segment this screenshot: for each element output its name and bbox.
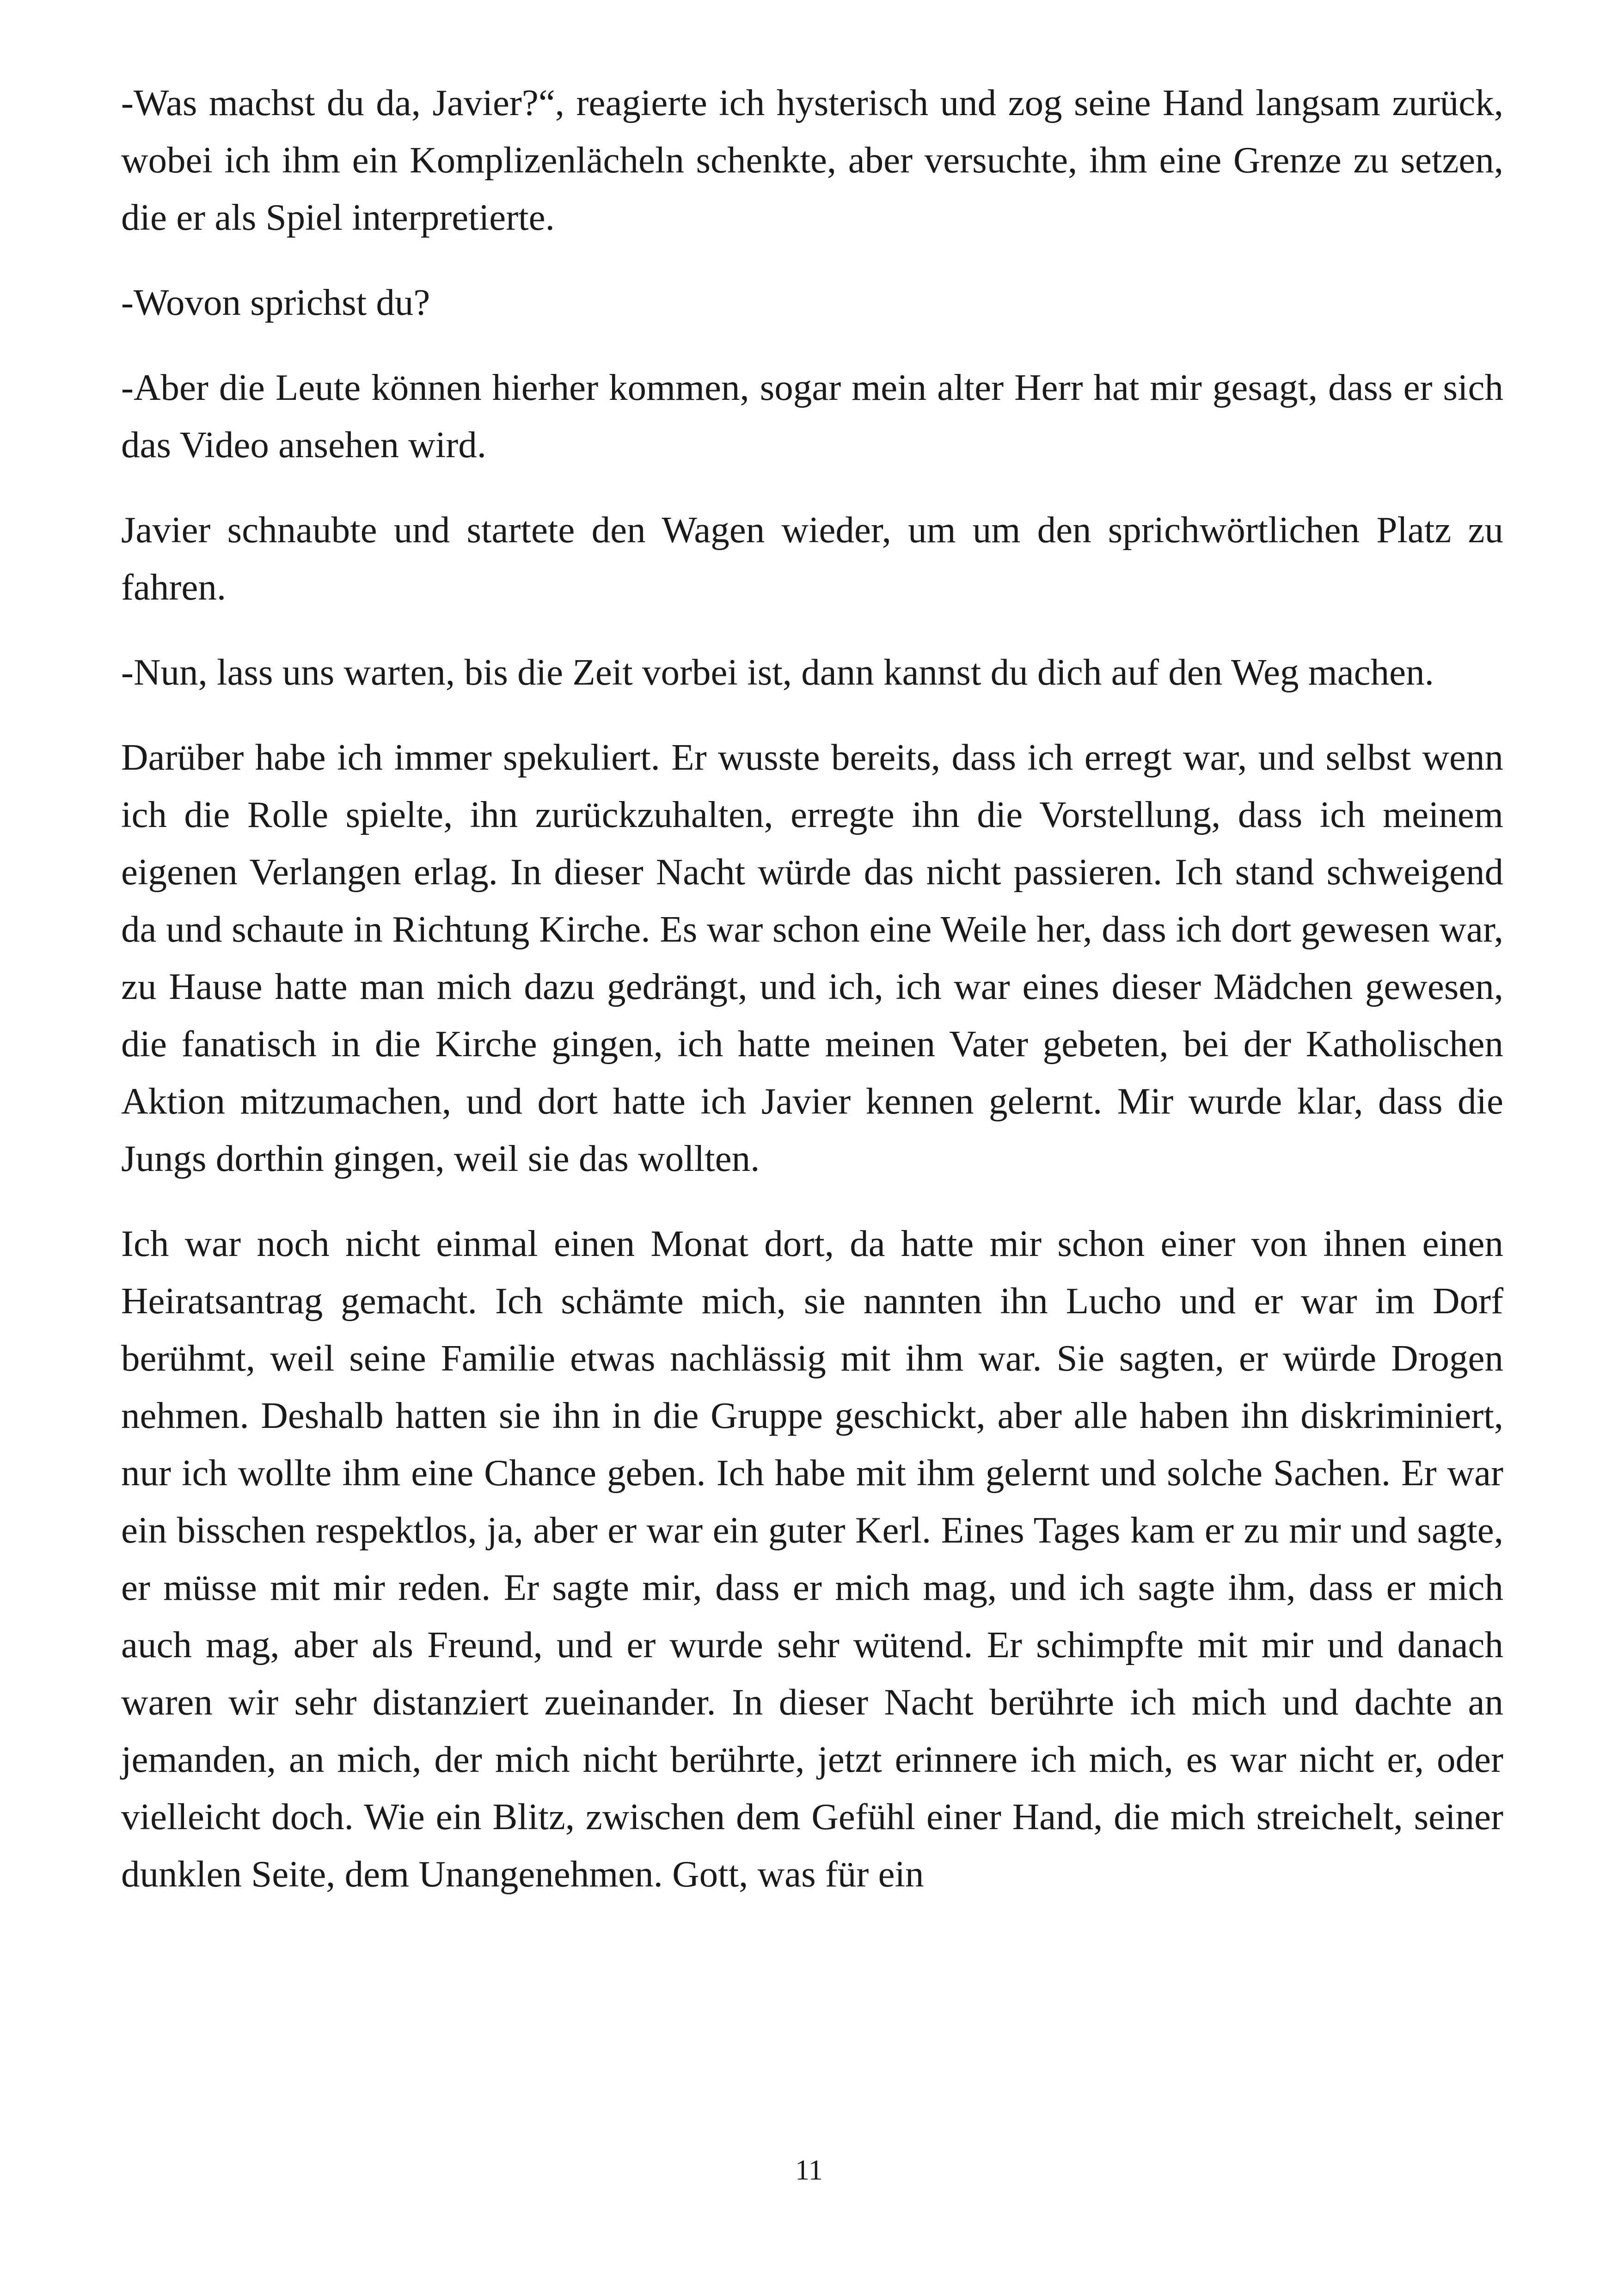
paragraph-6: Darüber habe ich immer spekuliert. Er wusste bereits, dass ich erregt war, und selbst wenn ich die Rolle spielte, ihn zurückzuhalten, erregte ihn die Vorstellung, dass ich meinem eigenen Verlangen erlag. In dieser Nacht würde das nicht passieren. Ich stand schweigend da und schaute in Richtung Kirche. Es war schon eine Weile her, dass ich dort gewesen war, zu Hause hatte man mich dazu gedrängt, und ich, ich war eines dieser Mädchen gewesen, die fanatisch in die Kirche gingen, ich hatte meinen Vater gebeten, bei der Katholischen Aktion mitzumachen, und dort hatte ich Javier kennen gelernt. Mir wurde klar, dass die Jungs dorthin gingen, weil sie das wollten.	[121, 736, 1503, 1179]
paragraph-4: Javier schnaubte und startete den Wagen wieder, um um den sprichwörtlichen Platz zu fahren.	[121, 509, 1503, 608]
paragraph-2: -Wovon sprichst du?	[121, 282, 430, 323]
page-number: 11	[795, 2155, 823, 2186]
paragraph-1: -Was machst du da, Javier?“, reagierte ich hysterisch und zog seine Hand langsam zurück, wobei ich ihm ein Komplizenlächeln schenkte, aber versuchte, ihm eine Grenze zu setzen, die er als Spiel interpretierte.	[121, 82, 1503, 238]
paragraph-5: -Nun, lass uns warten, bis die Zeit vorbei ist, dann kannst du dich auf den Weg machen.	[121, 651, 1434, 693]
paragraph-3: -Aber die Leute können hierher kommen, sogar mein alter Herr hat mir gesagt, dass er sich das Video ansehen wird.	[121, 367, 1503, 465]
body-text	[121, 74, 1503, 1930]
paragraph-7: Ich war noch nicht einmal einen Monat dort, da hatte mir schon einer von ihnen einen Heiratsantrag gemacht. Ich schämte mich, sie nannten ihn Lucho und er war im Dorf berühmt, weil seine Familie etwas nachlässig mit ihm war. Sie sagten, er würde Drogen nehmen. Deshalb hatten sie ihn in die Gruppe geschickt, aber alle haben ihn diskriminiert, nur ich wollte ihm eine Chance geben. Ich habe mit ihm gelernt und solche Sachen. Er war ein bisschen respektlos, ja, aber er war ein guter Kerl. Eines Tages kam er zu mir und sagte, er müsse mit mir reden. Er sagte mir, dass er mich mag, und ich sagte ihm, dass er mich auch mag, aber als Freund, und er wurde sehr wütend. Er schimpfte mit mir und danach waren wir sehr distanziert zueinander. In dieser Nacht berührte ich mich und dachte an jemanden, an mich, der mich nicht berührte, jetzt erinnere ich mich, es war nicht er, oder vielleicht doch. Wie ein Blitz, zwischen dem Gefühl einer Hand, die mich streichelt, seiner dunklen Seite, dem Unangenehmen. Gott, was für ein	[121, 1223, 1503, 1895]
